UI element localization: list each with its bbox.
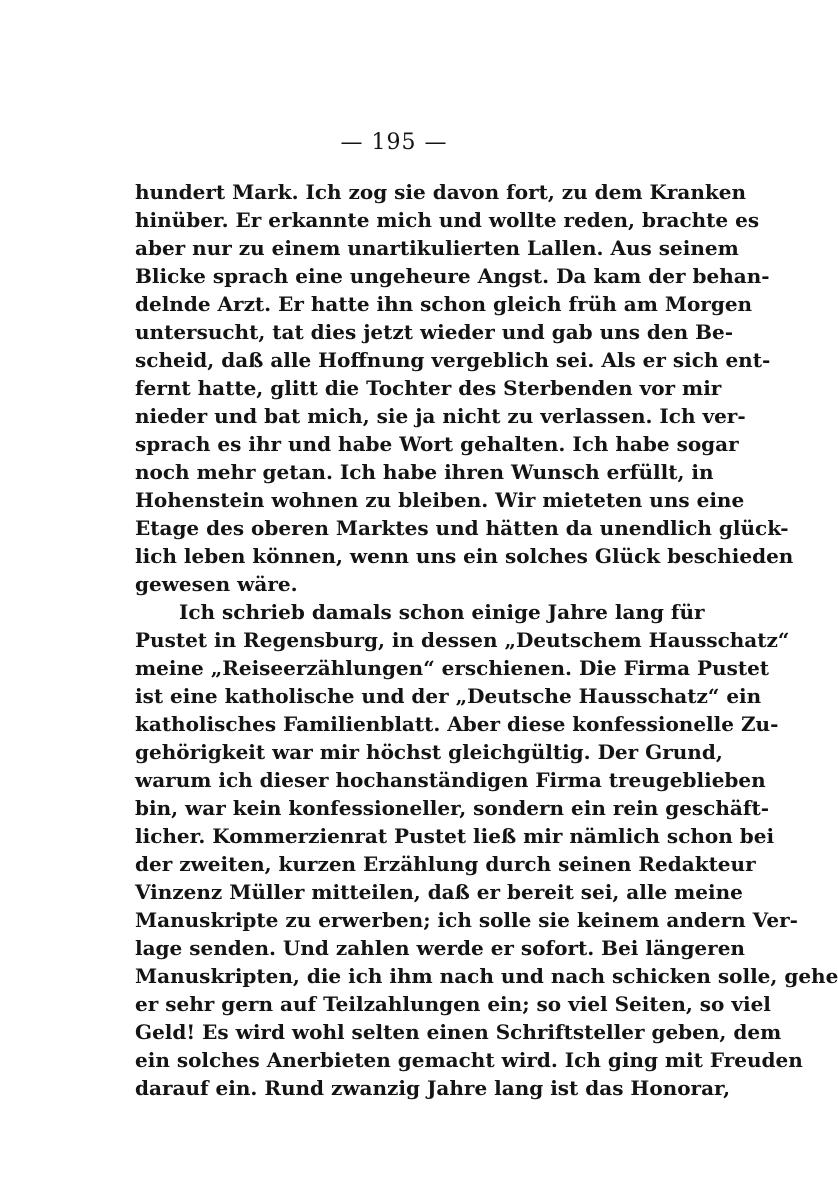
text-line: warum ich dieser hochanständigen Firma treugeblieben bbox=[135, 768, 766, 792]
text-line: der zweiten, kurzen Erzählung durch seinen Redakteur bbox=[135, 852, 756, 876]
text-line: er sehr gern auf Teilzahlungen ein; so viel Seiten, so viel bbox=[135, 992, 771, 1016]
text-line: gewesen wäre. bbox=[135, 572, 298, 596]
text-line: aber nur zu einem unartikulierten Lallen. Aus seinem bbox=[135, 236, 739, 260]
text-line: Ich schrieb damals schon einige Jahre lang für bbox=[179, 600, 705, 624]
text-line: Manuskripte zu erwerben; ich solle sie keinem andern Ver- bbox=[135, 908, 798, 932]
text-line: licher. Kommerzienrat Pustet ließ mir nämlich schon bei bbox=[135, 824, 775, 848]
text-line: lich leben können, wenn uns ein solches Glück beschieden bbox=[135, 544, 794, 568]
text-line: Etage des oberen Marktes und hätten da unendlich glück- bbox=[135, 516, 789, 540]
text-line: ist eine katholische und der „Deutsche Hausschatz“ ein bbox=[135, 684, 762, 708]
text-line: untersucht, tat dies jetzt wieder und gab uns den Be- bbox=[135, 320, 734, 344]
text-line: darauf ein. Rund zwanzig Jahre lang ist das Honorar, bbox=[135, 1076, 731, 1100]
text-line: hinüber. Er erkannte mich und wollte reden, brachte es bbox=[135, 208, 760, 232]
text-line: sprach es ihr und habe Wort gehalten. Ich habe sogar bbox=[135, 432, 739, 456]
text-line: scheid, daß alle Hoffnung vergeblich sei. Als er sich ent- bbox=[135, 348, 771, 372]
text-line: bin, war kein konfessioneller, sondern ein rein geschäft- bbox=[135, 796, 769, 820]
text-line: Geld! Es wird wohl selten einen Schriftsteller geben, dem bbox=[135, 1020, 782, 1044]
text-line: Pustet in Regensburg, in dessen „Deutschem Hausschatz“ bbox=[135, 628, 790, 652]
text-line: gehörigkeit war mir höchst gleichgültig. Der Grund, bbox=[135, 740, 723, 764]
text-line: lage senden. Und zahlen werde er sofort. Bei längeren bbox=[135, 936, 745, 960]
text-line: ein solches Anerbieten gemacht wird. Ich ging mit Freuden bbox=[135, 1048, 803, 1072]
text-line: fernt hatte, glitt die Tochter des Sterbenden vor mir bbox=[135, 376, 722, 400]
page-number: — 195 — bbox=[340, 130, 448, 155]
text-line: Blicke sprach eine ungeheure Angst. Da kam der behan- bbox=[135, 264, 770, 288]
text-line: katholisches Familienblatt. Aber diese konfessionelle Zu- bbox=[135, 712, 779, 736]
body-text bbox=[135, 178, 838, 1102]
text-line: noch mehr getan. Ich habe ihren Wunsch erfüllt, in bbox=[135, 460, 714, 484]
text-line: Vinzenz Müller mitteilen, daß er bereit sei, alle meine bbox=[135, 880, 743, 904]
text-line: meine „Reiseerzählungen“ erschienen. Die Firma Pustet bbox=[135, 656, 770, 680]
text-line: Manuskripten, die ich ihm nach und nach schicken solle, gehe bbox=[135, 964, 838, 988]
text-line: Hohenstein wohnen zu bleiben. Wir mieteten uns eine bbox=[135, 488, 745, 512]
text-line: delnde Arzt. Er hatte ihn schon gleich früh am Morgen bbox=[135, 292, 753, 316]
text-line: nieder und bat mich, sie ja nicht zu verlassen. Ich ver- bbox=[135, 404, 746, 428]
text-line: hundert Mark. Ich zog sie davon fort, zu dem Kranken bbox=[135, 180, 747, 204]
